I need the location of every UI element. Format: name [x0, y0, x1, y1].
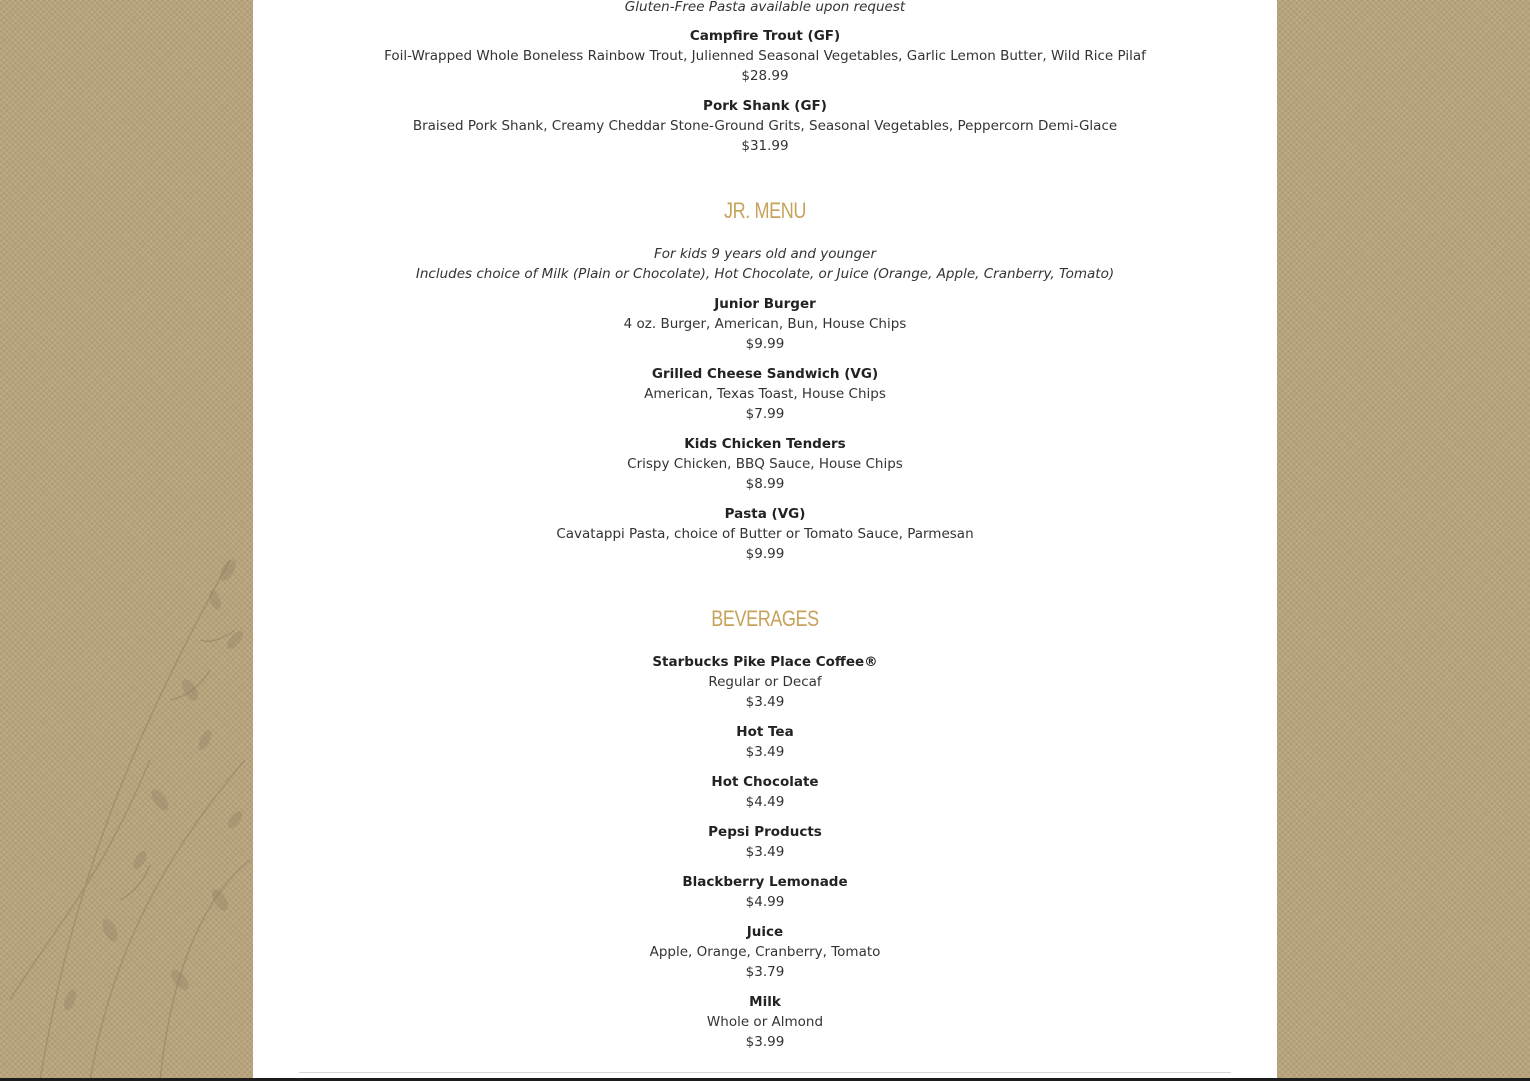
menu-item-price: $8.99 [745, 476, 785, 492]
menu-item-description: Apple, Orange, Cranberry, Tomato [649, 944, 881, 960]
menu-item-price: $7.99 [745, 406, 785, 422]
menu-item-name: Hot Tea [736, 724, 794, 740]
menu-content-panel [253, 0, 1277, 1081]
menu-item-description: Cavatappi Pasta, choice of Butter or Tomato Sauce, Parmesan [556, 526, 974, 542]
menu-item-price: $3.79 [745, 964, 785, 980]
menu-item-price: $4.99 [745, 894, 785, 910]
menu-item-price: $28.99 [741, 68, 789, 84]
floral-background-decoration [0, 0, 253, 1081]
background-texture-right [1277, 0, 1530, 1081]
menu-item-price: $9.99 [745, 546, 785, 562]
menu-item-name: Pepsi Products [708, 824, 822, 840]
menu-item-name: Juice [746, 924, 784, 940]
menu-item-description: 4 oz. Burger, American, Bun, House Chips [623, 316, 907, 332]
menu-item-price: $31.99 [741, 138, 789, 154]
jr-menu-drink-note: Includes choice of Milk (Plain or Chocolate), Hot Chocolate, or Juice (Orange, Apple, Cranberry, Tomato) [415, 266, 1115, 282]
menu-item-price: $4.49 [745, 794, 785, 810]
beverages-heading: BEVERAGES [711, 606, 819, 631]
menu-item-description: Braised Pork Shank, Creamy Cheddar Stone-Ground Grits, Seasonal Vegetables, Peppercorn Demi-Glace [412, 118, 1118, 134]
menu-item-price: $3.99 [745, 1034, 785, 1050]
menu-item-description: Crispy Chicken, BBQ Sauce, House Chips [627, 456, 903, 472]
jr-menu-age-note: For kids 9 years old and younger [654, 246, 876, 262]
menu-item-description: Foil-Wrapped Whole Boneless Rainbow Trout, Julienned Seasonal Vegetables, Garlic Lemon Butter, Wild Rice Pilaf [384, 48, 1146, 64]
menu-item-price: $3.49 [745, 694, 785, 710]
menu-item-description: Regular or Decaf [708, 674, 822, 690]
menu-item-name: Pasta (VG) [724, 506, 806, 522]
menu-item-name: Milk [749, 994, 781, 1010]
jr-menu-heading: JR. MENU [724, 198, 806, 223]
section-divider [299, 1072, 1231, 1073]
menu-item-name: Starbucks Pike Place Coffee® [652, 654, 878, 670]
menu-item-name: Hot Chocolate [711, 774, 819, 790]
menu-item-price: $3.49 [745, 844, 785, 860]
menu-item-description: Whole or Almond [706, 1014, 824, 1030]
menu-item-name: Blackberry Lemonade [682, 874, 848, 890]
menu-item-price: $3.49 [745, 744, 785, 760]
menu-item-name: Campfire Trout (GF) [689, 28, 841, 44]
menu-item-name: Grilled Cheese Sandwich (VG) [651, 366, 879, 382]
menu-item-name: Pork Shank (GF) [703, 98, 827, 114]
menu-item-name: Kids Chicken Tenders [684, 436, 846, 452]
menu-item-name: Junior Burger [714, 296, 816, 312]
menu-item-description: American, Texas Toast, House Chips [644, 386, 886, 402]
gluten-free-note: Gluten-Free Pasta available upon request [624, 0, 906, 15]
menu-item-price: $9.99 [745, 336, 785, 352]
